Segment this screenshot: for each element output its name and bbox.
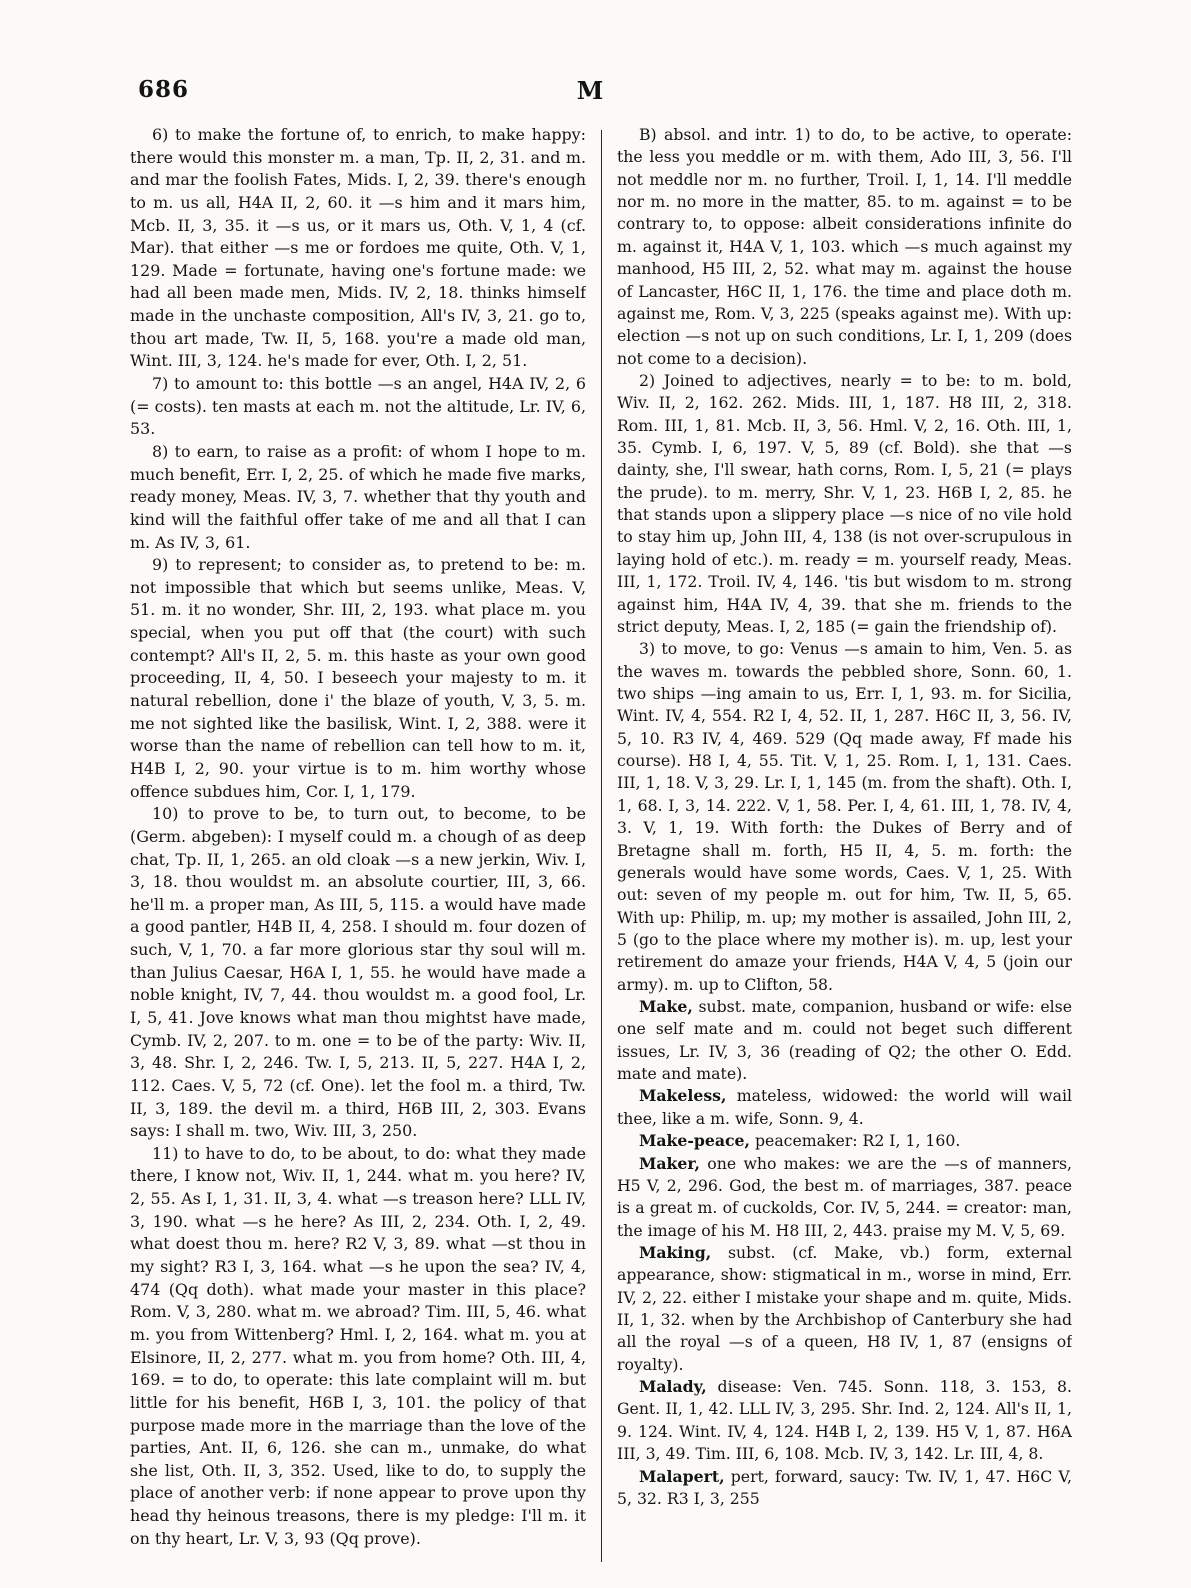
page-number: 686 xyxy=(138,76,190,103)
entry-definition: peacemaker: R2 I, 1, 160. xyxy=(750,1131,961,1151)
entry-definition: subst. (cf. Make, vb.) form, external appearance, show: stigmatical in m., worse in mind, Err. IV, 2, 22. either I mistake your shape and m. quite, Mids. II, 1, 32. when by the Archbishop of Canterbury she had all the royal —s of a queen, H8 IV, 1, 87 (ensigns of royalty). xyxy=(617,1242,1072,1374)
sense-paragraph xyxy=(617,124,1072,370)
entry-malapert xyxy=(617,1466,1072,1511)
section-letter: M xyxy=(576,76,604,105)
column-divider xyxy=(601,130,602,1562)
sense-paragraph: 8) to earn, to raise as a profit: of whom I hope to m. much benefit, Err. I, 2, 25. of which he made five marks, ready money, Meas. IV, 3, 7. whether that thy youth and kind will the faithful offer take of me and all that I can m. As IV, 3, 61. xyxy=(130,441,586,552)
entry-malady xyxy=(617,1376,1072,1465)
headword: Maker, xyxy=(639,1153,700,1173)
entry-makeless xyxy=(617,1085,1072,1130)
headword: Malapert, xyxy=(639,1466,725,1486)
sense-text: 2) Joined to adjectives, nearly = to be: to m. bold, Wiv. II, 2, 162. 262. Mids. III, 1, 187. H8 III, 2, 318. Rom. III, 1, 81. Mcb. II, 3, 56. Hml. V, 2, 16. Oth. III, 1, 35. Cymb. I, 6, 197. V, 5, 89 (cf. Bold). she that —s dainty, she, I'll swear, hath corns, Rom. I, 5, 21 (= plays the prude). to m. merry, Shr. V, 1, 23. H6B I, 2, 85. he that stands upon a slippery place —s nice of no vile hold to stay him up, John III, 4, 138 (is not over-scrupulous in laying hold of etc.). m. ready = m. yourself ready, Meas. III, 1, 172. Troil. IV, 4, 146. 'tis but wisdom to m. strong against him, H4A IV, 4, 39. that she m. friends to the strict deputy, Meas. I, 2, 185 (= gain the friendship of). xyxy=(617,370,1072,636)
headword: Make-peace, xyxy=(639,1131,750,1151)
headword: Make, xyxy=(639,997,693,1017)
left-column xyxy=(130,124,586,1564)
right-column xyxy=(617,124,1072,1564)
entry-definition: mateless, widowed: the world will wail thee, like a m. wife, Sonn. 9, 4. xyxy=(617,1086,1072,1128)
entry-make-peace xyxy=(617,1130,1072,1152)
sense-paragraph xyxy=(617,638,1072,996)
sense-paragraph: 10) to prove to be, to turn out, to become, to be (Germ. abgeben): I myself could m. a chough of as deep chat, Tp. II, 1, 265. an old cloak —s a new jerkin, Wiv. I, 3, 18. thou wouldst m. an absolute courtier, III, 3, 66. he'll m. a proper man, As III, 5, 115. a would have made a good pantler, H4B II, 4, 258. I should m. four dozen of such, V, 1, 70. a far more glorious star thy soul will m. than Julius Caesar, H6A I, 1, 55. he would have made a noble knight, IV, 7, 44. thou wouldst m. a good fool, Lr. I, 5, 41. Jove knows what man thou mightst have made, Cymb. IV, 2, 207. to m. one = to be of the party: Wiv. II, 3, 48. Shr. I, 2, 246. Tw. I, 5, 213. II, 5, 227. H4A I, 2, 112. Caes. V, 5, 72 (cf. One). let the fool m. a third, Tw. II, 3, 189. the devil m. a third, H6B III, 2, 303. Evans says: I shall m. two, Wiv. III, 3, 250. xyxy=(130,804,586,1141)
entry-maker xyxy=(617,1153,1072,1242)
sense-paragraph: 6) to make the fortune of, to enrich, to make happy: there would this monster m. a man, Tp. II, 2, 31. and m. and mar the foolish Fates, Mids. I, 2, 39. there's enough to m. us all, H4A II, 2, 60. it —s him and it mars him, Mcb. II, 3, 35. it —s us, or it mars us, Oth. V, 1, 4 (cf. Mar). that either —s me or fordoes me quite, Oth. V, 1, 129. Made = fortunate, having one's fortune made: we had all been made men, Mids. IV, 2, 18. thinks himself made in the unchaste composition, All's IV, 3, 21. go to, thou art made, Tw. II, 5, 168. you're a made old man, Wint. III, 3, 124. he's made for ever, Oth. I, 2, 51. xyxy=(130,125,586,371)
sense-paragraph xyxy=(617,370,1072,638)
headword: Making, xyxy=(639,1242,712,1262)
sense-text: B) absol. and intr. 1) to do, to be active, to operate: the less you meddle or m. with them, Ado III, 3, 56. I'll not meddle nor m. no further, Troil. I, 1, 14. I'll meddle nor m. no more in the matter, 85. to m. against = to be contrary to, to oppose: albeit considerations infinite do m. against it, H4A V, 1, 103. which —s much against my manhood, H5 III, 2, 52. what may m. against the house of Lancaster, H6C II, 1, 176. the time and place doth m. against me, Rom. V, 3, 225 (speaks against me). With up: election —s not up on such conditions, Lr. I, 1, 209 (does not come to a decision). xyxy=(617,125,1072,368)
headword: Makeless, xyxy=(639,1086,727,1106)
entry-definition: one who makes: we are the —s of manners, H5 V, 2, 296. God, the best m. of marriages, 387. peace is a great m. of cuckolds, Cor. IV, 5, 244. = creator: man, the image of his M. H8 III, 2, 443. praise my M. V, 5, 69. xyxy=(617,1153,1072,1240)
running-head xyxy=(130,72,1050,106)
headword: Malady, xyxy=(639,1377,707,1397)
sense-paragraph: 7) to amount to: this bottle —s an angel, H4A IV, 2, 6 (= costs). ten masts at each m. not the altitude, Lr. IV, 6, 53. xyxy=(130,374,586,439)
entry-make xyxy=(617,996,1072,1085)
sense-paragraph: 11) to have to do, to be about, to do: what they made there, I know not, Wiv. II, 1, 244. what m. you here? IV, 2, 55. As I, 1, 31. II, 3, 4. what —s treason here? LLL IV, 3, 190. what —s he here? As III, 2, 234. Oth. I, 2, 49. what doest thou m. here? R2 V, 3, 89. what —st thou in my sight? R3 I, 3, 164. what —s he upon the sea? IV, 4, 474 (Qq doth). what made your master in this place? Rom. V, 3, 280. what m. we abroad? Tim. III, 5, 46. what m. you from Wittenberg? Hml. I, 2, 164. what m. you at Elsinore, II, 2, 277. what m. you from home? Oth. III, 4, 169. = to do, to operate: this late complaint will m. but little for his benefit, H6B I, 3, 101. the policy of that purpose made more in the marriage than the love of the parties, Ant. II, 6, 126. she can m., unmake, do what she list, Oth. II, 3, 352. Used, like to do, to supply the place of another verb: if none appear to prove upon thy head thy heinous treasons, there is my pledge: I'll m. it on thy heart, Lr. V, 3, 93 (Qq prove). xyxy=(130,1143,586,1548)
entry-definition: pert, forward, saucy: Tw. IV, 1, 47. H6C V, 5, 32. R3 I, 3, 255 xyxy=(617,1466,1072,1508)
entry-making xyxy=(617,1242,1072,1376)
entry-definition: subst. mate, companion, husband or wife: else one self mate and m. could not beget such different issues, Lr. IV, 3, 36 (reading of Q2; the other O. Edd. mate and mate). xyxy=(617,997,1072,1084)
entry-definition: disease: Ven. 745. Sonn. 118, 3. 153, 8. Gent. II, 1, 42. LLL IV, 3, 295. Shr. Ind. 2, 124. All's II, 1, 9. 124. Wint. IV, 4, 124. H4B I, 2, 139. H5 V, 1, 87. H6A III, 3, 49. Tim. III, 6, 108. Mcb. IV, 3, 142. Lr. III, 4, 8. xyxy=(617,1377,1072,1464)
sense-paragraph: 9) to represent; to consider as, to pretend to be: m. not impossible that which but seems unlike, Meas. V, 51. m. it no wonder, Shr. III, 2, 193. what place m. you special, when you put off that (the court) with such contempt? All's II, 2, 5. m. this haste as your own good proceeding, II, 4, 50. I beseech your majesty to m. it natural rebellion, done i' the blaze of youth, V, 3, 5. m. me not sighted like the basilisk, Wint. I, 2, 388. were it worse than the name of rebellion can tell how to m. it, H4B I, 2, 90. your virtue is to m. him worthy whose offence subdues him, Cor. I, 1, 179. xyxy=(130,555,586,801)
sense-text: 3) to move, to go: Venus —s amain to him, Ven. 5. as the waves m. towards the pebbled shore, Sonn. 60, 1. two ships —ing amain to us, Err. I, 1, 93. m. for Sicilia, Wint. IV, 4, 554. R2 I, 4, 52. II, 1, 287. H6C II, 3, 56. IV, 5, 10. R3 IV, 4, 469. 529 (Qq made away, Ff made his course). H8 I, 4, 55. Tit. V, 1, 25. Rom. I, 1, 131. Caes. III, 1, 18. V, 3, 29. Lr. I, 1, 145 (m. from the shaft). Oth. I, 1, 68. I, 3, 14. 222. V, 1, 58. Per. I, 4, 61. III, 1, 78. IV, 4, 3. V, 1, 19. With forth: the Dukes of Berry and of Bretagne shall m. forth, H5 II, 4, 5. m. forth: the generals would have some words, Caes. V, 1, 25. With out: seven of my people m. out for him, Tw. II, 5, 65. With up: Philip, m. up; my mother is assailed, John III, 2, 5 (go to the place where my mother is). m. up, lest your retirement do amaze your friends, H4A V, 4, 5 (join our army). m. up to Clifton, 58. xyxy=(617,639,1072,994)
